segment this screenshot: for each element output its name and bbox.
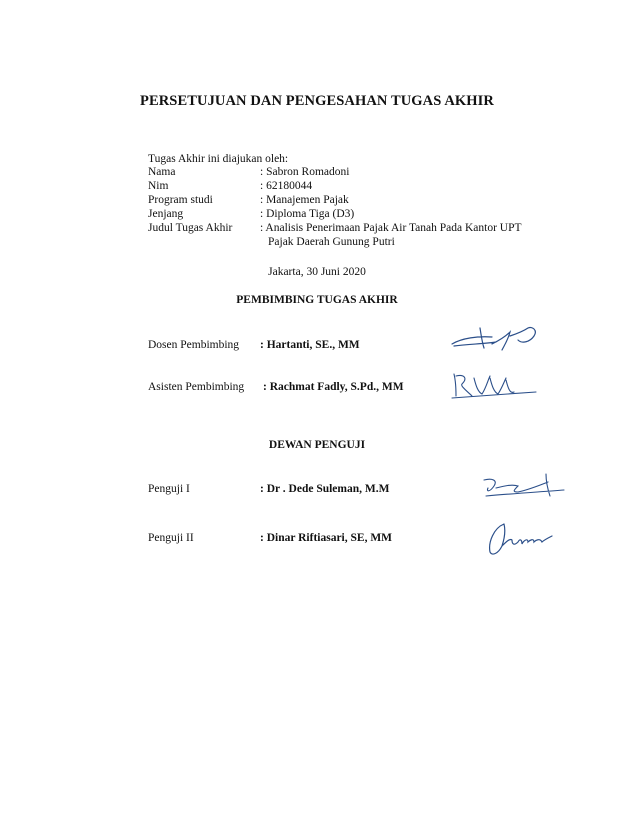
field-value-jenjang: : Diploma Tiga (D3) xyxy=(260,208,355,220)
examiner-label-penguji-1: Penguji I xyxy=(148,483,190,495)
signature-asisten-pembimbing xyxy=(448,368,540,402)
supervisor-heading: PEMBIMBING TUGAS AKHIR xyxy=(236,294,398,306)
signature-dosen-pembimbing xyxy=(448,320,548,356)
field-value-program-studi: : Manajemen Pajak xyxy=(260,194,349,206)
signature-penguji-2 xyxy=(484,518,556,560)
field-label-program-studi: Program studi xyxy=(148,194,213,206)
supervisor-value-dosen: : Hartanti, SE., MM xyxy=(260,339,360,351)
examiner-value-penguji-1: : Dr . Dede Suleman, M.M xyxy=(260,483,390,495)
field-value-nama: : Sabron Romadoni xyxy=(260,166,350,178)
field-label-nama: Nama xyxy=(148,166,176,178)
supervisor-label-asisten: Asisten Pembimbing xyxy=(148,381,245,393)
intro-text: Tugas Akhir ini diajukan oleh: xyxy=(148,153,289,165)
supervisor-value-asisten: : Rachmat Fadly, S.Pd., MM xyxy=(263,381,404,393)
field-label-nim: Nim xyxy=(148,180,169,192)
document-title: PERSETUJUAN DAN PENGESAHAN TUGAS AKHIR xyxy=(139,93,494,109)
field-label-jenjang: Jenjang xyxy=(148,208,184,220)
field-label-judul: Judul Tugas Akhir xyxy=(148,222,233,234)
field-value-nim: : 62180044 xyxy=(260,180,313,192)
field-value-judul-continued: Pajak Daerah Gunung Putri xyxy=(268,236,395,248)
place-date: Jakarta, 30 Juni 2020 xyxy=(268,266,366,278)
supervisor-label-dosen: Dosen Pembimbing xyxy=(148,339,240,351)
examiner-heading: DEWAN PENGUJI xyxy=(268,439,366,451)
examiner-label-penguji-2: Penguji II xyxy=(148,532,194,544)
examiner-value-penguji-2: : Dinar Riftiasari, SE, MM xyxy=(260,532,393,544)
field-value-judul: : Analisis Penerimaan Pajak Air Tanah Pada Kantor UPT xyxy=(260,222,522,234)
signature-penguji-1 xyxy=(478,470,568,502)
